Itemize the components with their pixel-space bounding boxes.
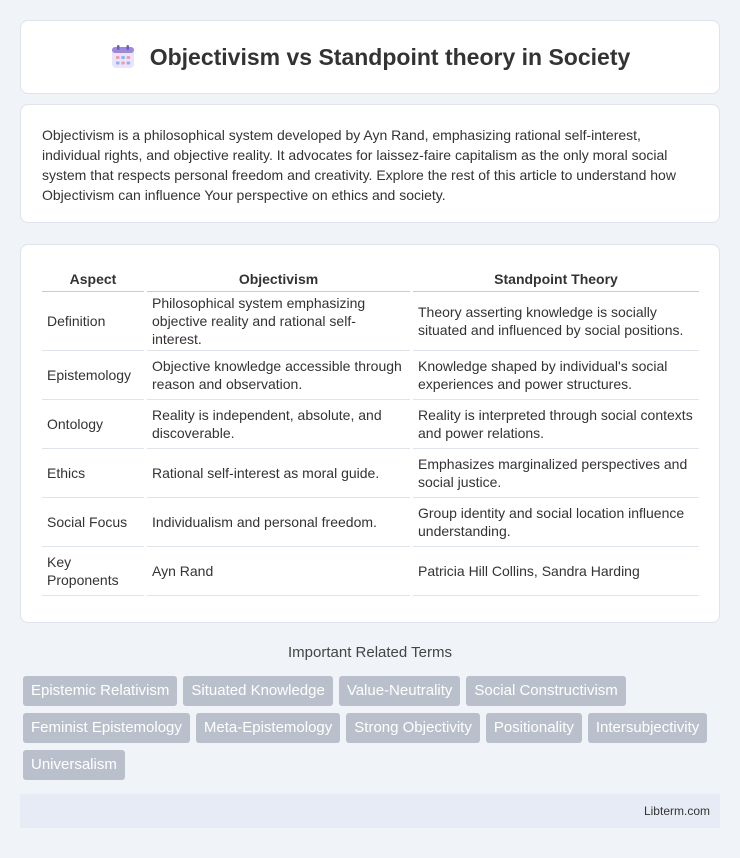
column-header: Standpoint Theory	[413, 265, 699, 292]
table-row	[42, 292, 699, 351]
related-term-tag[interactable]: Epistemic Relativism	[23, 676, 177, 706]
standpoint-cell: Group identity and social location influence understanding.	[413, 498, 699, 547]
related-term-tag[interactable]: Value-Neutrality	[339, 676, 461, 706]
objectivism-cell: Objective knowledge accessible through reason and observation.	[147, 351, 410, 400]
objectivism-cell: Ayn Rand	[147, 547, 410, 596]
intro-paragraph: Objectivism is a philosophical system developed by Ayn Rand, emphasizing rational self-interest, individual rights, and objective reality. It advocates for laissez-faire capitalism as the only moral social system that respects personal freedom and creativity. Explore the rest of this article to understand how Objectivism can influence Your perspective on ethics and society.	[42, 127, 676, 203]
related-term-tag[interactable]: Positionality	[486, 713, 582, 743]
aspect-cell: Social Focus	[42, 498, 144, 547]
related-term-tag[interactable]: Situated Knowledge	[183, 676, 332, 706]
aspect-cell: Definition	[42, 292, 144, 351]
related-terms-list	[23, 676, 723, 780]
column-header: Aspect	[42, 265, 144, 292]
column-header: Objectivism	[147, 265, 410, 292]
aspect-cell: Ontology	[42, 400, 144, 449]
comparison-table	[39, 265, 702, 596]
standpoint-cell: Patricia Hill Collins, Sandra Harding	[413, 547, 699, 596]
aspect-cell: Epistemology	[42, 351, 144, 400]
related-term-tag[interactable]: Intersubjectivity	[588, 713, 707, 743]
table-row	[42, 400, 699, 449]
standpoint-cell: Theory asserting knowledge is socially situated and influenced by social positions.	[413, 292, 699, 351]
page-title: Objectivism vs Standpoint theory in Society	[149, 43, 631, 70]
calendar-grid-icon	[110, 44, 136, 70]
standpoint-cell: Reality is interpreted through social contexts and power relations.	[413, 400, 699, 449]
header-card	[20, 20, 720, 94]
table-row	[42, 547, 699, 596]
table-header-row	[42, 265, 699, 292]
table-row	[42, 351, 699, 400]
intro-card	[20, 104, 720, 223]
aspect-cell: Key Proponents	[42, 547, 144, 596]
related-terms-heading: Important Related Terms	[288, 644, 452, 661]
footer-site-link[interactable]: Libterm.com	[643, 804, 710, 818]
related-term-tag[interactable]: Strong Objectivity	[346, 713, 480, 743]
objectivism-cell: Individualism and personal freedom.	[147, 498, 410, 547]
standpoint-cell: Knowledge shaped by individual's social experiences and power structures.	[413, 351, 699, 400]
objectivism-cell: Philosophical system emphasizing objective reality and rational self-interest.	[147, 292, 410, 351]
aspect-cell: Ethics	[42, 449, 144, 498]
objectivism-cell: Reality is independent, absolute, and discoverable.	[147, 400, 410, 449]
footer	[20, 794, 720, 828]
related-term-tag[interactable]: Social Constructivism	[466, 676, 625, 706]
related-term-tag[interactable]: Universalism	[23, 750, 125, 780]
table-row	[42, 498, 699, 547]
standpoint-cell: Emphasizes marginalized perspectives and social justice.	[413, 449, 699, 498]
table-row	[42, 449, 699, 498]
comparison-table-card	[20, 244, 720, 623]
related-term-tag[interactable]: Feminist Epistemology	[23, 713, 190, 743]
related-term-tag[interactable]: Meta-Epistemology	[196, 713, 340, 743]
objectivism-cell: Rational self-interest as moral guide.	[147, 449, 410, 498]
